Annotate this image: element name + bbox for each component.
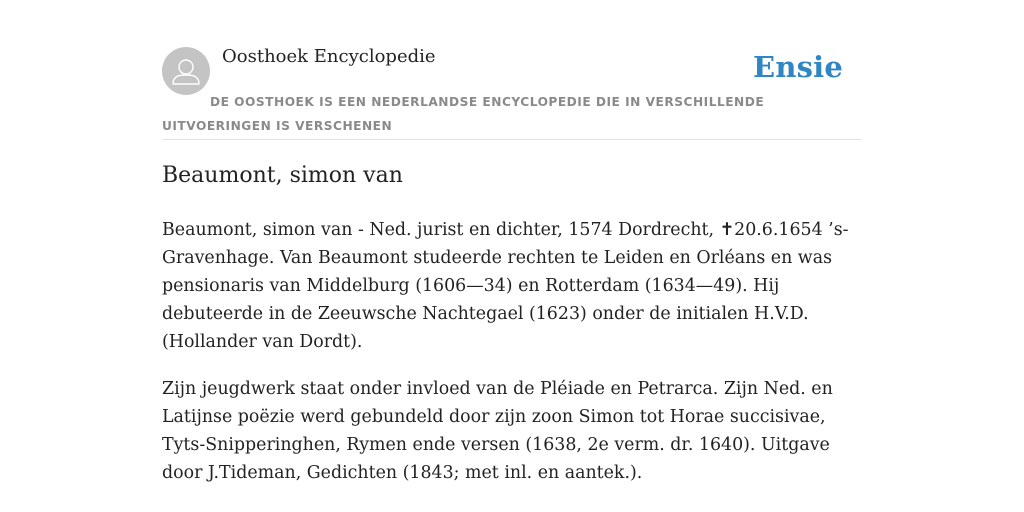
- article-body: [162, 216, 862, 506]
- source-avatar[interactable]: [162, 47, 210, 95]
- header-divider: [162, 139, 862, 140]
- article-title: Beaumont, simon van: [162, 163, 403, 188]
- source-description: DE OOSTHOEK IS EEN NEDERLANDSE ENCYCLOPEDIE DIE IN VERSCHILLENDE UITVOERINGEN IS VERSCHENEN: [162, 95, 765, 133]
- user-icon: [162, 47, 210, 95]
- source-name[interactable]: Oosthoek Encyclopedie: [222, 46, 436, 67]
- article-paragraph: Zijn jeugdwerk staat onder invloed van de Pléiade en Petrarca. Zijn Ned. en Latijnse poëzie werd gebundeld door zijn zoon Simon tot Horae succisivae, Tyts-Snipperinghen, Rymen ende versen (1638, 2e verm. dr. 1640). Uitgave door J.Tideman, Gedichten (1843; met inl. en aantek.).: [162, 379, 833, 483]
- ensie-logo-link[interactable]: Ensie: [753, 50, 843, 84]
- article-paragraph: Beaumont, simon van - Ned. jurist en dichter, 1574 Dordrecht, ✝20.6.1654 ’s-Gravenhage. Van Beaumont studeerde rechten te Leiden en Orléans en was pensionaris van Middelburg (1606—34) en Rotterdam (1634—49). Hij debuteerde in de Zeeuwsche Nachtegael (1623) onder de initialen H.V.D. (Hollander van Dordt).: [162, 220, 849, 352]
